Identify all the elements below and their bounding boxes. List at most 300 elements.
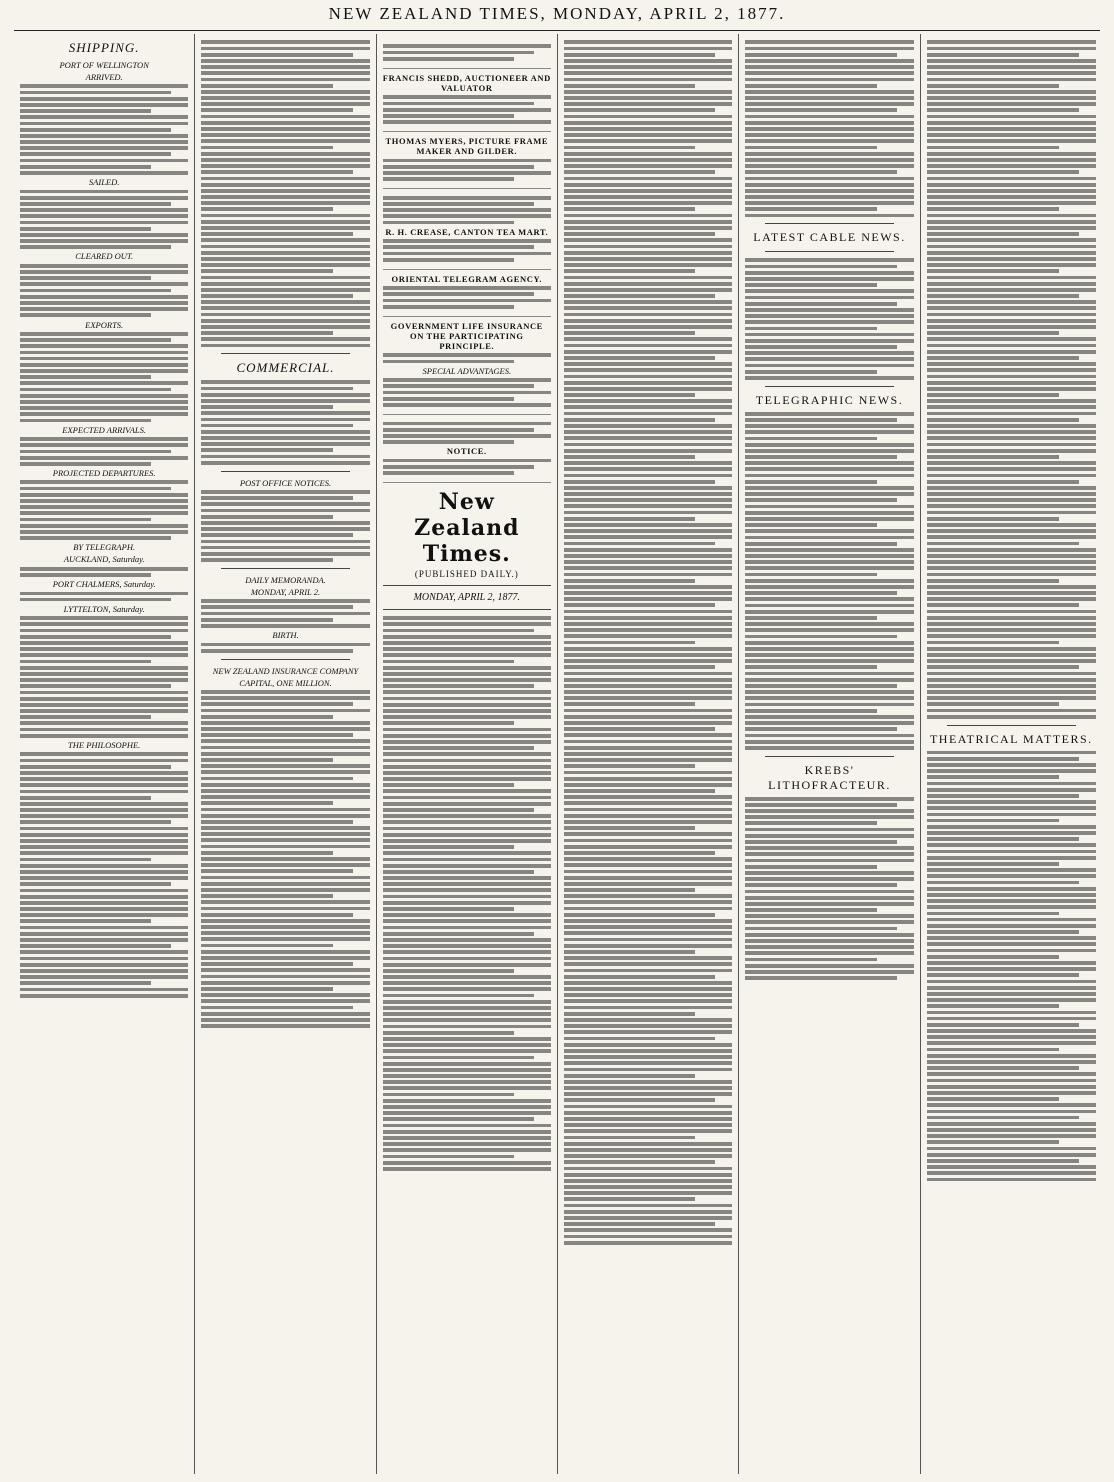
text-line <box>927 653 1096 657</box>
text-line <box>383 177 514 181</box>
text-line <box>201 146 332 150</box>
text-line <box>20 462 151 466</box>
text-line <box>745 412 913 416</box>
text-line <box>20 406 188 410</box>
text-line <box>20 783 188 787</box>
text-line <box>201 496 352 500</box>
text-line <box>20 388 171 392</box>
text-line <box>20 233 188 237</box>
text-line <box>383 51 534 55</box>
text-line <box>201 993 369 997</box>
text-line <box>927 1178 1096 1182</box>
text-line <box>564 1123 732 1127</box>
text-line <box>564 108 716 112</box>
text-line <box>927 207 1059 211</box>
text-line <box>383 746 534 750</box>
text-line <box>564 1154 732 1158</box>
text-line <box>745 809 913 813</box>
text-line <box>564 1018 732 1022</box>
text-line <box>383 378 551 382</box>
text-line <box>564 647 732 651</box>
text-line <box>564 1179 732 1183</box>
text-line <box>564 777 732 781</box>
text-line <box>201 170 352 174</box>
text-line <box>745 542 896 546</box>
text-line <box>927 942 1096 946</box>
text-line <box>927 775 1059 779</box>
text-line <box>383 214 551 218</box>
divider <box>221 568 349 569</box>
text-line <box>745 214 913 218</box>
text-line <box>383 851 551 855</box>
text-line <box>383 1148 551 1152</box>
text-line <box>383 95 551 99</box>
text-line <box>20 363 188 367</box>
text-line <box>201 294 352 298</box>
text-line <box>927 616 1096 620</box>
text-line <box>201 832 369 836</box>
text-line <box>927 158 1096 162</box>
text-line <box>201 758 332 762</box>
text-line <box>927 393 1059 397</box>
text-line <box>20 190 188 194</box>
text-line <box>745 71 913 75</box>
text-line <box>927 263 1096 267</box>
text-line <box>201 461 369 465</box>
text-line <box>564 387 732 391</box>
text-line <box>564 1167 732 1171</box>
text-line <box>745 271 913 275</box>
column-6 <box>921 34 1102 1474</box>
text-line <box>201 770 369 774</box>
text-line <box>20 839 188 843</box>
text-line <box>564 1055 732 1059</box>
text-line <box>745 333 913 337</box>
text-line <box>201 214 369 218</box>
birth-heading: BIRTH. <box>272 630 299 641</box>
text-line <box>745 665 876 669</box>
text-line <box>927 245 1096 249</box>
text-line <box>201 405 332 409</box>
block-sailed: SAILED. <box>88 177 120 188</box>
text-line <box>927 918 1096 922</box>
text-line <box>927 806 1096 810</box>
text-line <box>745 108 896 112</box>
text-line <box>383 171 551 175</box>
text-line <box>20 375 151 379</box>
text-line <box>20 728 188 732</box>
text-line <box>201 599 369 603</box>
port-subheading: PORT OF WELLINGTON <box>59 60 149 70</box>
post-office-heading: POST OFFICE NOTICES. <box>239 477 332 488</box>
text-line <box>927 585 1096 589</box>
text-line <box>564 758 732 762</box>
text-line <box>20 301 188 305</box>
text-line <box>927 672 1096 676</box>
text-line <box>383 286 551 290</box>
commercial-heading: COMMERCIAL. <box>236 360 335 376</box>
text-line <box>383 672 551 676</box>
text-line <box>201 956 369 960</box>
text-line <box>745 622 913 626</box>
text-line <box>564 232 716 236</box>
text-line <box>927 1153 1096 1157</box>
text-line <box>201 764 369 768</box>
text-line <box>383 789 551 793</box>
text-line <box>201 540 369 544</box>
text-line <box>927 517 1059 521</box>
text-line <box>564 981 732 985</box>
text-line <box>564 962 732 966</box>
text-line <box>564 418 716 422</box>
text-line <box>383 258 514 262</box>
text-line <box>927 195 1096 199</box>
block-exports: EXPORTS. <box>85 319 124 330</box>
text-line <box>745 641 913 645</box>
text-line <box>201 795 369 799</box>
text-line <box>564 71 732 75</box>
text-line <box>201 907 369 911</box>
text-line <box>564 1037 716 1041</box>
text-line <box>383 120 551 124</box>
text-line <box>927 214 1096 218</box>
text-line <box>927 986 1096 990</box>
text-line <box>201 1012 369 1016</box>
column-4 <box>558 34 739 1474</box>
text-line <box>201 319 369 323</box>
paper-date: MONDAY, APRIL 2, 1877. <box>413 592 521 604</box>
text-line <box>20 394 188 398</box>
text-line <box>564 634 732 638</box>
text-line <box>20 963 188 967</box>
text-line <box>745 920 913 924</box>
text-line <box>745 554 913 558</box>
text-line <box>564 1142 732 1146</box>
text-line <box>201 987 332 991</box>
block-arrived: ARRIVED. <box>85 72 123 82</box>
text-line <box>201 643 369 647</box>
masthead <box>0 0 1114 28</box>
text-line <box>201 164 369 168</box>
text-line <box>927 146 1059 150</box>
text-line <box>927 461 1096 465</box>
text-line <box>927 47 1096 51</box>
text-line <box>20 981 151 985</box>
text-line <box>745 320 913 324</box>
text-line <box>383 1025 551 1029</box>
column-5-body <box>745 40 913 1474</box>
text-line <box>745 746 913 750</box>
text-line <box>201 808 369 812</box>
text-line <box>927 269 1059 273</box>
text-line <box>927 868 1096 872</box>
text-line <box>745 927 896 931</box>
text-line <box>927 319 1096 323</box>
text-line <box>927 560 1096 564</box>
text-line <box>20 919 151 923</box>
divider <box>221 471 349 472</box>
text-line <box>20 400 188 404</box>
text-line <box>927 529 1096 533</box>
text-line <box>745 170 896 174</box>
text-line <box>564 1111 732 1115</box>
text-line <box>201 337 369 341</box>
text-line <box>20 270 188 274</box>
text-line <box>20 159 188 163</box>
text-line <box>564 325 732 329</box>
text-line <box>745 821 876 825</box>
text-line <box>745 877 913 881</box>
text-line <box>927 1072 1096 1076</box>
text-line <box>20 165 151 169</box>
text-line <box>20 518 151 522</box>
krebs-heading: KREBS' LITHOFRACTEUR. <box>768 762 891 792</box>
text-line <box>745 647 913 651</box>
text-line <box>383 422 551 426</box>
text-line <box>201 605 352 609</box>
text-line <box>20 381 188 385</box>
text-line <box>745 40 913 44</box>
text-line <box>564 919 732 923</box>
text-line <box>927 1079 1096 1083</box>
text-line <box>564 59 732 63</box>
text-line <box>745 492 913 496</box>
text-line <box>745 672 913 676</box>
text-line <box>383 870 534 874</box>
ad-tea: R. H. CREASE, CANTON TEA MART. <box>383 189 551 269</box>
block-expected: EXPECTED ARRIVALS. <box>62 424 147 435</box>
text-line <box>927 1134 1096 1138</box>
text-line <box>564 808 732 812</box>
text-line <box>20 419 151 423</box>
text-line <box>745 635 896 639</box>
text-line <box>745 364 913 368</box>
text-line <box>201 820 352 824</box>
text-line <box>564 548 732 552</box>
text-line <box>564 170 716 174</box>
shipping-heading: SHIPPING. <box>68 40 140 55</box>
text-line <box>564 702 695 706</box>
text-line <box>564 269 695 273</box>
text-line <box>564 993 732 997</box>
text-line <box>927 306 1096 310</box>
text-line <box>201 851 332 855</box>
text-line <box>927 375 1096 379</box>
text-line <box>745 840 896 844</box>
text-line <box>383 987 551 991</box>
text-line <box>20 851 188 855</box>
text-line <box>201 814 369 818</box>
text-line <box>745 474 913 478</box>
text-line <box>564 888 695 892</box>
text-line <box>20 276 151 280</box>
text-line <box>564 999 732 1003</box>
text-line <box>564 1061 732 1065</box>
editorial-body <box>383 616 551 1474</box>
paper-subtitle: (PUBLISHED DAILY.) <box>414 569 519 580</box>
text-line <box>927 164 1096 168</box>
text-line <box>201 306 369 310</box>
text-line <box>564 665 716 669</box>
text-line <box>927 1041 1096 1045</box>
text-line <box>564 925 732 929</box>
text-line <box>564 789 716 793</box>
text-line <box>927 1035 1096 1039</box>
text-line <box>745 727 896 731</box>
text-line <box>383 1018 551 1022</box>
text-line <box>927 702 1059 706</box>
text-line <box>564 1129 732 1133</box>
text-line <box>927 436 1096 440</box>
text-line <box>745 815 913 819</box>
text-line <box>201 696 369 700</box>
text-line <box>745 859 913 863</box>
text-line <box>383 245 534 249</box>
text-line <box>564 894 732 898</box>
text-line <box>383 353 551 357</box>
text-line <box>20 622 188 626</box>
text-line <box>927 665 1079 669</box>
text-line <box>564 950 695 954</box>
text-line <box>564 1216 732 1220</box>
text-line <box>927 825 1096 829</box>
text-line <box>383 1074 551 1078</box>
text-line <box>745 146 876 150</box>
theatrical-heading: THEATRICAL MATTERS. <box>929 731 1093 746</box>
text-line <box>20 691 188 695</box>
text-line <box>927 1017 1096 1021</box>
text-line <box>201 876 369 880</box>
text-line <box>745 797 913 801</box>
text-line <box>745 376 913 380</box>
text-line <box>927 356 1079 360</box>
text-line <box>927 511 1096 515</box>
text-line <box>927 251 1096 255</box>
text-line <box>201 913 352 917</box>
text-line <box>927 449 1096 453</box>
text-line <box>745 828 913 832</box>
text-line <box>745 351 913 355</box>
text-line <box>201 325 369 329</box>
text-line <box>927 288 1096 292</box>
text-line <box>564 820 732 824</box>
text-line <box>201 690 369 694</box>
text-line <box>383 944 551 948</box>
text-line <box>20 289 171 293</box>
text-line <box>564 554 732 558</box>
text-line <box>927 1029 1096 1033</box>
text-line <box>564 251 732 255</box>
ad-picture-frame: THOMAS MYERS, PICTURE FRAME MAKER AND GILDER. <box>383 132 551 189</box>
text-line <box>927 1122 1096 1126</box>
text-line <box>927 788 1096 792</box>
text-line <box>383 994 534 998</box>
text-line <box>201 721 369 725</box>
text-line <box>564 653 732 657</box>
text-line <box>383 684 534 688</box>
text-line <box>745 964 913 968</box>
text-line <box>201 888 369 892</box>
text-line <box>564 517 695 521</box>
text-line <box>564 641 695 645</box>
text-line <box>383 471 514 475</box>
text-line <box>745 158 913 162</box>
text-line <box>564 752 732 756</box>
text-line <box>383 697 551 701</box>
text-line <box>927 430 1096 434</box>
text-line <box>564 783 732 787</box>
text-line <box>927 1023 1079 1027</box>
text-line <box>564 152 732 156</box>
text-line <box>745 529 913 533</box>
text-line <box>927 152 1096 156</box>
text-line <box>383 635 551 639</box>
text-line <box>383 465 534 469</box>
text-line <box>745 610 913 614</box>
text-line <box>201 838 369 842</box>
text-line <box>201 288 369 292</box>
insurance-capital: CAPITAL, ONE MILLION. <box>239 677 332 688</box>
text-line <box>564 1235 732 1239</box>
text-line <box>564 300 732 304</box>
text-line <box>20 221 188 225</box>
text-line <box>383 759 551 763</box>
text-line <box>927 610 1096 614</box>
text-line <box>745 152 913 156</box>
text-line <box>383 1167 551 1171</box>
text-line <box>927 597 1096 601</box>
text-line <box>20 573 151 577</box>
text-line <box>20 660 151 664</box>
text-line <box>745 678 913 682</box>
text-line <box>383 864 551 868</box>
text-line <box>201 127 369 131</box>
text-line <box>383 202 534 206</box>
text-line <box>745 684 896 688</box>
text-line <box>564 467 732 471</box>
ad-telegram-agency: ORIENTAL TELEGRAM AGENCY. <box>383 270 551 317</box>
text-line <box>201 857 369 861</box>
column-2-body <box>201 40 369 1474</box>
text-line <box>201 158 369 162</box>
text-line <box>564 399 732 403</box>
text-line <box>20 629 188 633</box>
text-line <box>745 345 896 349</box>
text-line <box>383 1161 551 1165</box>
text-line <box>383 102 534 106</box>
text-line <box>201 207 332 211</box>
text-line <box>201 455 369 459</box>
text-line <box>564 851 716 855</box>
text-line <box>20 938 188 942</box>
text-line <box>20 721 188 725</box>
text-line <box>745 53 896 57</box>
text-line <box>383 839 551 843</box>
text-line <box>564 523 732 527</box>
text-line <box>745 289 913 293</box>
text-line <box>201 801 332 805</box>
block-projected: PROJECTED DEPARTURES. <box>52 468 156 479</box>
text-line <box>201 183 369 187</box>
text-line <box>20 480 188 484</box>
text-line <box>20 437 188 441</box>
text-line <box>383 1031 514 1035</box>
text-line <box>745 78 913 82</box>
text-line <box>383 666 551 670</box>
text-line <box>564 746 732 750</box>
text-line <box>927 405 1096 409</box>
text-line <box>927 232 1079 236</box>
